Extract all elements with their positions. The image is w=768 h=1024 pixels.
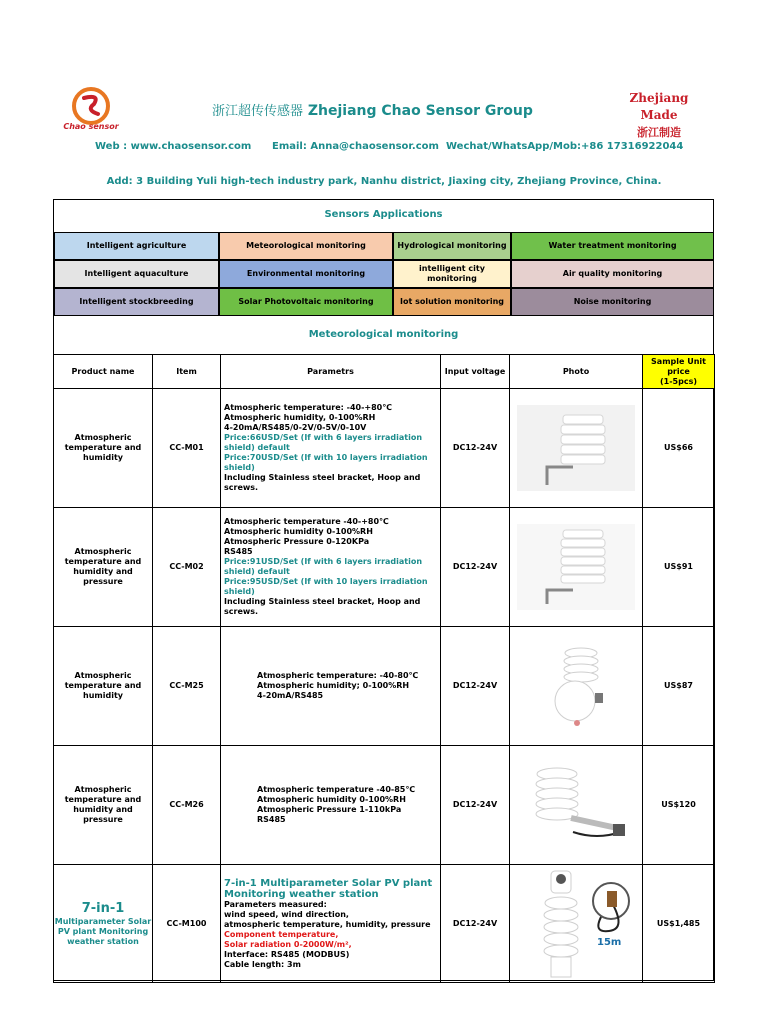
param-line: Atmospheric temperature -40-+80℃: [224, 517, 389, 526]
product-photo: [510, 508, 643, 627]
param-line: Atmospheric temperature: -40-+80℃: [224, 403, 392, 412]
product-photo: [510, 627, 643, 746]
param-line: Atmospheric humidity 0-100%RH: [257, 795, 406, 804]
product-voltage: DC12-24V: [441, 389, 510, 508]
app-cell: Air quality monitoring: [511, 260, 714, 288]
param-line: Atmospheric Pressure 0-120KPa: [224, 537, 370, 546]
header-product-name: Product name: [54, 355, 153, 389]
address: Add: 3 Building Yuli high-tech industry park, Nanhu district, Jiaxing city, Zhejiang Province, China.: [106, 176, 662, 187]
param-line: Price:91USD/Set (If with 6 layers irradiation shield) default: [224, 557, 423, 576]
shield-sensor-photo: [517, 524, 635, 610]
param-line: Atmospheric humidity; 0-100%RH: [257, 681, 410, 690]
app-cell: Meteorological monitoring: [219, 232, 393, 260]
header-price-line3: (1-5pcs): [660, 376, 697, 386]
product-name: Atmospheric temperature and humidity and pressure: [54, 746, 153, 865]
header-params: Parametrs: [221, 355, 441, 389]
product-params: [221, 389, 441, 508]
product-price: US$91: [643, 508, 715, 627]
header-item: Item: [153, 355, 221, 389]
product-item: CC-M02: [153, 508, 221, 627]
app-cell: Noise monitoring: [511, 288, 714, 316]
product-photo: [510, 746, 643, 865]
param-line: Atmospheric humidity, 0-100%RH: [224, 413, 376, 422]
param-line: Including Stainless steel bracket, Hoop and screws.: [224, 597, 421, 616]
zhejiang-made-seal: [617, 90, 701, 141]
param-line: Price:66USD/Set (If with 6 layers irradiation shield) default: [224, 433, 423, 452]
app-cell: Iot solution monitoring: [393, 288, 511, 316]
product-name: Atmospheric temperature and humidity: [54, 627, 153, 746]
product-photo: [510, 389, 643, 508]
header-price-line2: price: [667, 366, 690, 376]
param-line: 4-20mA/RS485/0-2V/0-5V/0-10V: [224, 423, 367, 432]
app-cell: Intelligent agriculture: [54, 232, 219, 260]
product-price: US$1,485: [643, 865, 715, 983]
title-chinese: 浙江超传传感器: [212, 104, 304, 119]
param-line: Including Stainless steel bracket, Hoop and screws.: [224, 473, 421, 492]
table-row: [54, 389, 715, 508]
website-link[interactable]: Web : www.chaosensor.com: [95, 141, 252, 152]
param-line: Atmospheric humidity 0-100%RH: [224, 527, 373, 536]
product-price: US$120: [643, 746, 715, 865]
round-sensor-photo: [517, 643, 635, 729]
products-table: [53, 354, 715, 983]
param-line: RS485: [224, 547, 253, 556]
product-voltage: DC12-24V: [441, 865, 510, 983]
param-line: Cable length: 3m: [224, 959, 301, 969]
product-params: [221, 627, 441, 746]
param-line: atmospheric temperature, humidity, pressure: [224, 919, 431, 929]
product-voltage: DC12-24V: [441, 508, 510, 627]
made-english: Zhejiang Made: [629, 91, 689, 122]
product-price: US$87: [643, 627, 715, 746]
table-header-row: [54, 355, 715, 389]
param-line: wind speed, wind direction,: [224, 909, 349, 919]
param-line: Atmospheric temperature -40-85℃: [257, 785, 416, 794]
product-name: Atmospheric temperature and humidity: [54, 389, 153, 508]
table-row: [54, 508, 715, 627]
app-cell: Intelligent aquaculture: [54, 260, 219, 288]
applications-title: Sensors Applications: [324, 209, 443, 220]
product-item: CC-M100: [153, 865, 221, 983]
header-photo: Photo: [510, 355, 643, 389]
product-item: CC-M01: [153, 389, 221, 508]
app-cell: Solar Photovoltaic monitoring: [219, 288, 393, 316]
app-cell: Environmental monitoring: [219, 260, 393, 288]
title-english: Zhejiang Chao Sensor Group: [307, 103, 533, 119]
param-line: Atmospheric temperature: -40-80℃: [257, 671, 419, 680]
product-params: [221, 508, 441, 627]
product-photo: [510, 865, 643, 983]
param-line: 4-20mA/RS485: [257, 691, 324, 700]
company-title: [212, 100, 533, 119]
param-line: Atmospheric Pressure 1-110kPa: [257, 805, 402, 814]
app-cell: Hydrological monitoring: [393, 232, 511, 260]
app-cell: Water treatment monitoring: [511, 232, 714, 260]
product-name: Atmospheric temperature and humidity and pressure: [54, 508, 153, 627]
product-name-sub: Multiparameter Solar PV plant Monitoring weather station: [54, 916, 152, 946]
header-price-line1: Sample Unit: [651, 356, 706, 366]
product-item: CC-M26: [153, 746, 221, 865]
param-line: Price:95USD/Set (If with 10 layers irradiation shield): [224, 577, 428, 596]
product-voltage: DC12-24V: [441, 746, 510, 865]
product-name: [54, 865, 153, 983]
product-params: [221, 865, 441, 983]
logo-text: Chao sensor: [63, 122, 119, 131]
param-line: Price:70USD/Set (If with 10 layers irradiation shield): [224, 453, 428, 472]
products-section-title: Meteorological monitoring: [308, 329, 459, 340]
phone-contact: Wechat/WhatsApp/Mob:+86 17316922044: [446, 141, 684, 152]
param-line: Parameters measured:: [224, 899, 327, 909]
param-line: Solar radiation 0-2000W/m²,: [224, 939, 352, 949]
made-chinese: 浙江制造: [637, 126, 681, 139]
app-cell: intelligent city monitoring: [393, 260, 511, 288]
product-params: [221, 746, 441, 865]
param-line: RS485: [257, 815, 286, 824]
shield-sensor-photo: [517, 405, 635, 491]
param-line: Interface: RS485 (MODBUS): [224, 949, 350, 959]
cable-length-label: 15m: [597, 936, 622, 948]
header-price: [643, 355, 715, 389]
param-line: Component temperature,: [224, 929, 339, 939]
product-name-big: 7-in-1: [81, 900, 125, 916]
table-row: [54, 746, 715, 865]
weather-station-photo: [517, 869, 635, 979]
header-voltage: Input voltage: [441, 355, 510, 389]
product-price: US$66: [643, 389, 715, 508]
email-link[interactable]: Email: Anna@chaosensor.com: [272, 141, 439, 152]
product-voltage: DC12-24V: [441, 627, 510, 746]
table-row: [54, 627, 715, 746]
table-row: [54, 865, 715, 983]
shield-sensor-photo: [517, 762, 635, 848]
product-item: CC-M25: [153, 627, 221, 746]
app-cell: Intelligent stockbreeding: [54, 288, 219, 316]
param-heading: 7-in-1 Multiparameter Solar PV plant Monitoring weather station: [224, 877, 433, 900]
